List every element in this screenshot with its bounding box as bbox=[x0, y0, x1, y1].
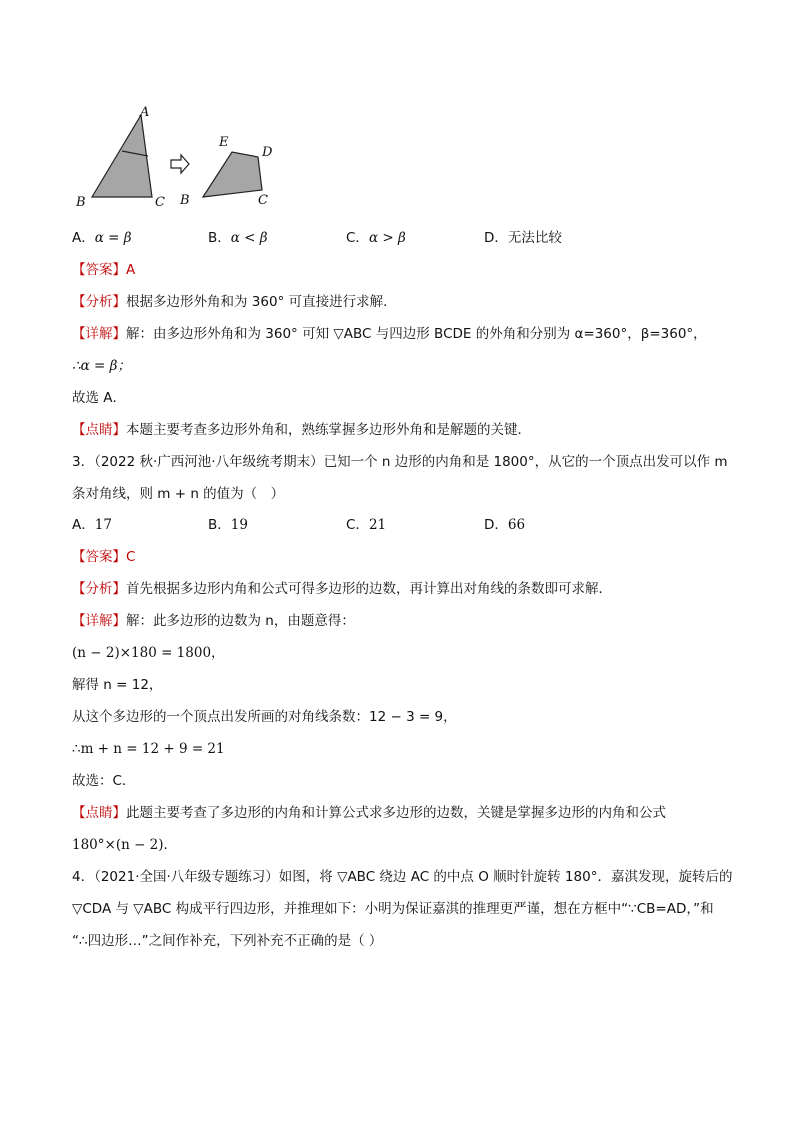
q3-choice: 故选：C． bbox=[72, 773, 136, 789]
q2-comment: 【点睛】本题主要考查多边形外角和，熟练掌握多边形外角和是解题的关键． bbox=[72, 422, 531, 438]
label-d: D bbox=[262, 145, 273, 160]
q4-stem-line-1: 4．（2021·全国·八年级专题练习）如图，将 ▽ABC 绕边 AC 的中点 O 顺时针旋转 180°．嘉淇发现，旋转后的 bbox=[72, 869, 733, 885]
q3-comment-line-2: 180°×(n − 2)． bbox=[72, 837, 178, 853]
q3-option-a: A．17 bbox=[72, 517, 112, 533]
q4-stem-line-3: “∴四边形…”之间作补充，下列补充不正确的是（ ） bbox=[72, 933, 383, 949]
label-e: E bbox=[219, 135, 229, 150]
q3-option-d: D．66 bbox=[484, 517, 526, 533]
q3-analysis: 【分析】首先根据多边形内角和公式可得多边形的边数，再计算出对角线的条数即可求解． bbox=[72, 581, 612, 597]
q2-option-a: A．α = β bbox=[72, 230, 132, 246]
q3-comment-line-1: 【点睛】此题主要考查了多边形的内角和计算公式求多边形的边数，关键是掌握多边形的内角和公式 bbox=[72, 805, 666, 821]
q2-detail-line-1: 【详解】解：由多边形外角和为 360° 可知 ▽ABC 与四边形 BCDE 的外角和分别为 α=360°，β=360°， bbox=[72, 326, 707, 342]
triangle-abc bbox=[92, 115, 152, 197]
q4-stem-line-2: ▽CDA 与 ▽ABC 构成平行四边形，并推理如下：小明为保证嘉淇的推理更严谨，想在方框中“∵CB=AD，”和 bbox=[72, 901, 714, 917]
q3-option-c: C．21 bbox=[346, 517, 387, 533]
figure-polygons bbox=[72, 100, 292, 215]
q3-stem-line-1: 3．（2022 秋·广西河池·八年级统考期末）已知一个 n 边形的内角和是 1800°，从它的一个顶点出发可以作 m bbox=[72, 454, 728, 470]
q3-detail-line-1: 【详解】解：此多边形的边数为 n，由题意得： bbox=[72, 613, 355, 629]
q3-answer: 【答案】C bbox=[72, 549, 136, 565]
figure-svg bbox=[72, 100, 292, 215]
label-c: C bbox=[155, 195, 165, 210]
q2-option-d: D．无法比较 bbox=[484, 230, 562, 246]
q3-detail-line-4: 从这个多边形的一个顶点出发所画的对角线条数：12 − 3 = 9， bbox=[72, 709, 457, 725]
label-a: A bbox=[140, 105, 150, 120]
q3-option-b: B．19 bbox=[208, 517, 248, 533]
q3-stem-line-2: 条对角线，则 m + n 的值为（ ） bbox=[72, 486, 285, 502]
q3-detail-line-5: ∴m + n = 12 + 9 = 21 bbox=[72, 741, 225, 757]
q2-answer: 【答案】A bbox=[72, 262, 136, 278]
label-b2: B bbox=[180, 193, 190, 208]
quadrilateral-bcde bbox=[203, 152, 262, 197]
right-arrow-icon bbox=[171, 155, 189, 173]
q3-detail-line-3: 解得 n = 12， bbox=[72, 677, 163, 693]
q2-option-b: B．α < β bbox=[208, 230, 268, 246]
q3-detail-line-2: (n − 2)×180 = 1800， bbox=[72, 645, 225, 661]
q2-analysis: 【分析】根据多边形外角和为 360° 可直接进行求解． bbox=[72, 294, 397, 310]
label-b: B bbox=[76, 195, 86, 210]
q2-option-c: C．α > β bbox=[346, 230, 406, 246]
label-c2: C bbox=[258, 193, 268, 208]
q2-choice: 故选 A． bbox=[72, 390, 127, 406]
q2-detail-line-2: ∴α = β； bbox=[72, 358, 131, 374]
